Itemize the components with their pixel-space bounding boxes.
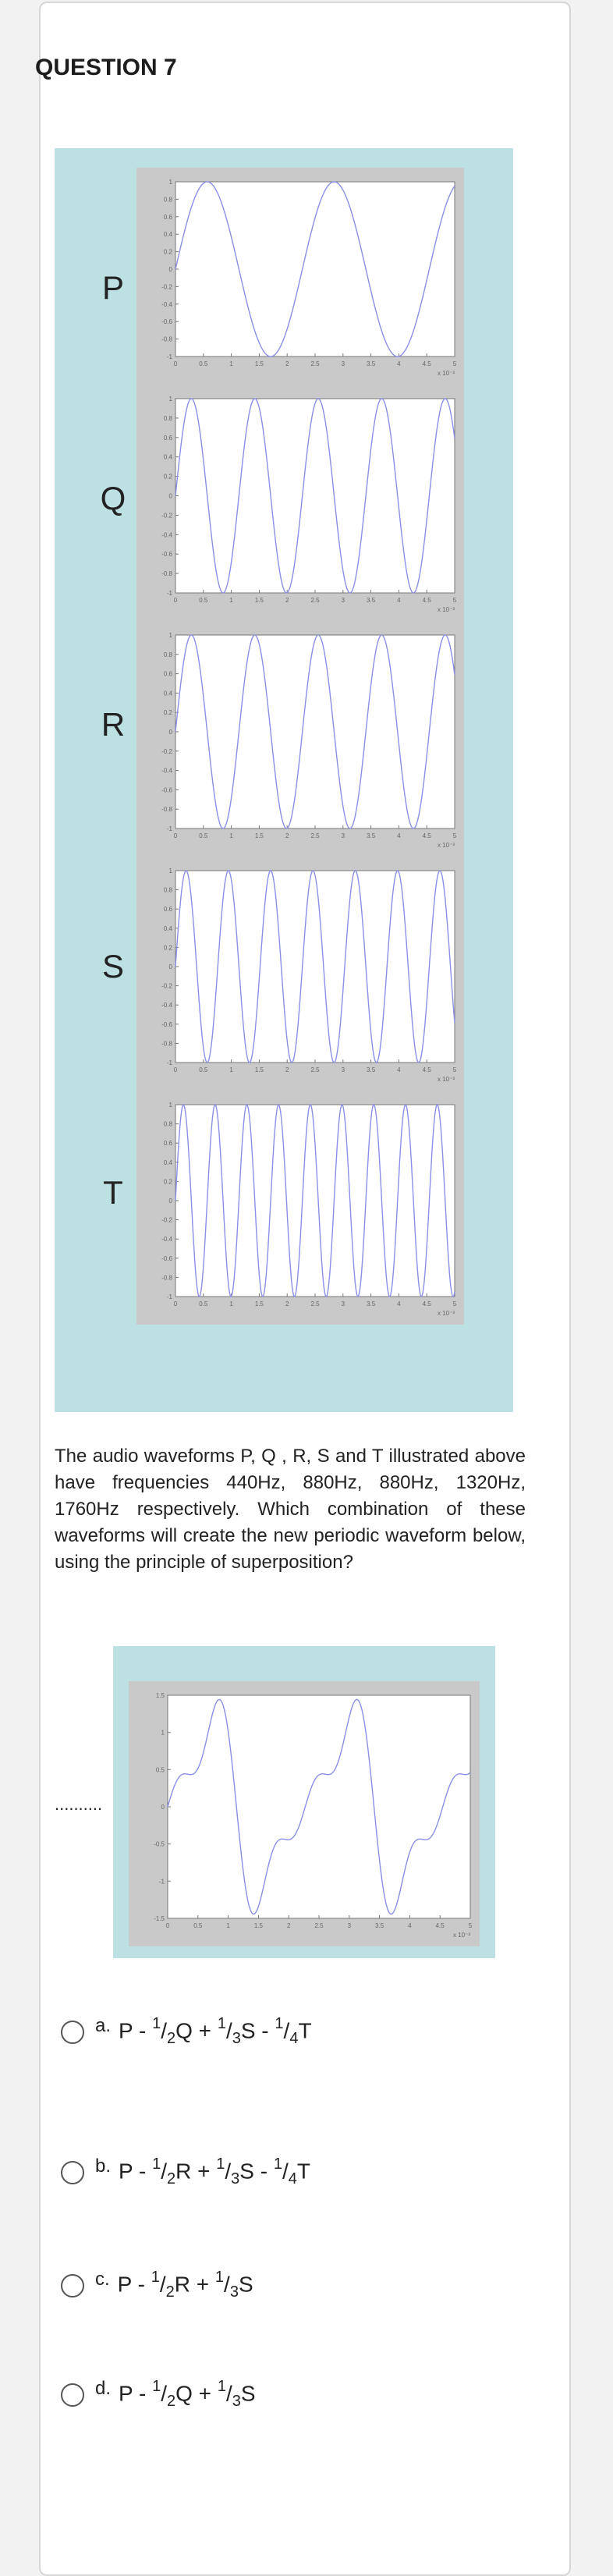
fraction-denominator: 3 [231, 2170, 240, 2187]
fraction-slash: / [225, 2018, 232, 2043]
waveform-4-xtick-label: 2 [285, 1300, 289, 1308]
waveform-4-x-multiplier: x 10⁻³ [437, 1310, 455, 1317]
formula-term: R + [175, 2159, 217, 2184]
waveform-3-ytick-label: -0.8 [161, 1040, 172, 1048]
waveform-label-r: R [101, 706, 126, 743]
waveform-1-xtick-label: 2 [285, 597, 289, 604]
waveform-4-ytick-label: 0.4 [163, 1158, 172, 1166]
waveform-3-ytick-label: 0.8 [163, 886, 172, 894]
waveform-1-xtick-label: 2.5 [310, 597, 320, 604]
formula-term: P - [119, 2018, 153, 2043]
waveform-4-xtick-label: 0.5 [199, 1300, 208, 1308]
waveform-3-ytick-label: 1 [168, 868, 172, 875]
waveform-3-ytick-label: 0.6 [163, 906, 172, 914]
fraction-slash: / [282, 2159, 289, 2184]
waveform-3-ytick-label: 0.4 [163, 924, 172, 932]
waveform-1-ytick-label: -0.6 [161, 551, 172, 559]
fraction-denominator: 4 [289, 2029, 299, 2047]
waveform-1-xtick-label: 1.5 [254, 597, 264, 604]
waveform-label-s: S [101, 948, 124, 985]
fraction-slash: / [161, 2159, 167, 2184]
waveform-1-xtick-label: 3 [341, 597, 345, 604]
waveform-0-xtick-label: 0.5 [199, 360, 208, 367]
waveform-0-ytick-label: 0.4 [163, 231, 172, 239]
waveform-3-ytick-label: 0.2 [163, 944, 172, 952]
waveform-label-q: Q [100, 480, 126, 516]
waveform-0-ytick-label: -0.8 [161, 335, 172, 343]
fraction-numerator: 1 [217, 2015, 226, 2032]
waveform-2-xtick-label: 4.5 [422, 832, 431, 839]
target-waveform-plot [129, 1681, 480, 1946]
waveform-1-ytick-label: 0 [168, 492, 172, 500]
fraction-denominator: 2 [166, 2170, 176, 2187]
waveform-3-x-multiplier: x 10⁻³ [437, 1076, 455, 1083]
waveform-2-xtick-label: 3 [341, 832, 345, 839]
fraction-slash: / [159, 2272, 166, 2297]
waveform-0-xtick-label: 0 [173, 360, 178, 367]
waveform-0-xtick-label: 3.5 [367, 360, 376, 367]
waveform-4-xtick-label: 4.5 [422, 1300, 431, 1308]
waveform-0-xtick-label: 4.5 [422, 360, 431, 367]
formula-term: P - [119, 2381, 153, 2406]
waveform-1-ytick-label: -1 [166, 590, 172, 597]
waveform-1-xtick-label: 4.5 [422, 597, 431, 604]
waveform-4-ytick-label: -1 [166, 1293, 172, 1300]
waveform-0-xtick-label: 4 [397, 360, 401, 367]
waveform-2-ytick-label: -0.6 [161, 786, 172, 794]
waveform-4-ytick-label: -0.6 [161, 1254, 172, 1262]
target-xtick-label: 3 [347, 1922, 352, 1929]
fraction-numerator: 1 [217, 2378, 226, 2395]
waveform-2-xtick-label: 1.5 [254, 832, 264, 839]
formula-term: Q + [175, 2018, 218, 2043]
fraction-numerator: 1 [151, 2269, 160, 2286]
waveform-label-t: T [103, 1174, 123, 1211]
waveform-1-x-multiplier: x 10⁻³ [437, 606, 455, 613]
fraction-denominator: 4 [288, 2170, 297, 2187]
waveform-4-ytick-label: 0 [168, 1198, 172, 1205]
waveform-1-ytick-label: -0.8 [161, 570, 172, 578]
fraction-numerator: 1 [152, 2378, 161, 2395]
waveform-4-xtick-label: 3 [341, 1300, 345, 1308]
waveform-plot-p [136, 168, 464, 385]
waveform-4-ytick-label: -0.2 [161, 1216, 172, 1224]
waveform-3-xtick-label: 2.5 [310, 1066, 320, 1073]
waveform-2-xtick-label: 1 [229, 832, 233, 839]
formula-term: S - [239, 2159, 274, 2184]
waveform-4-ytick-label: 0.6 [163, 1140, 172, 1148]
waveform-1-ytick-label: -0.4 [161, 531, 172, 539]
waveform-3-ytick-label: 0 [168, 963, 172, 970]
waveform-2-xtick-label: 3.5 [367, 832, 376, 839]
waveform-3-ytick-label: -0.4 [161, 1002, 172, 1009]
fraction-numerator: 1 [152, 2156, 161, 2173]
waveform-2-xtick-label: 0.5 [199, 832, 208, 839]
waveform-2-ytick-label: 1 [168, 632, 172, 639]
option-b[interactable] [61, 2157, 310, 2188]
waveform-3-xtick-label: 4.5 [422, 1066, 431, 1073]
waveform-1-xtick-label: 0 [173, 597, 178, 604]
formula-term: P - [117, 2272, 151, 2297]
option-d[interactable] [61, 2379, 256, 2411]
waveform-4-ytick-label: -0.4 [161, 1236, 172, 1244]
waveform-0-axes-box [175, 182, 455, 357]
fraction-slash: / [161, 2018, 167, 2043]
answer-blank: .......... [55, 1794, 103, 1814]
waveform-2-xtick-label: 0 [173, 832, 178, 839]
waveform-2-axes-box [175, 635, 455, 829]
formula-term: T [296, 2159, 310, 2184]
fraction-numerator: 1 [273, 2156, 282, 2173]
waveform-2-ytick-label: 0.2 [163, 709, 172, 717]
radio-b[interactable] [61, 2161, 84, 2184]
waveform-0-ytick-label: 1 [168, 179, 172, 186]
option-b-formula [119, 2157, 310, 2188]
waveform-1-ytick-label: 1 [168, 396, 172, 403]
waveform-2-xtick-label: 4 [397, 832, 401, 839]
waveform-0-x-multiplier: x 10⁻³ [437, 370, 455, 377]
waveform-1-ytick-label: 0.2 [163, 473, 172, 481]
formula-term: Q + [175, 2381, 218, 2406]
formula-term: R + [174, 2272, 215, 2297]
waveform-plot-s [136, 857, 464, 1091]
waveform-4-xtick-label: 5 [452, 1300, 457, 1308]
waveform-3-xtick-label: 1.5 [254, 1066, 264, 1073]
formula-term: S [238, 2272, 253, 2297]
target-xtick-label: 4 [408, 1922, 412, 1929]
waveform-2-xtick-label: 2 [285, 832, 289, 839]
waveform-0-ytick-label: 0.6 [163, 213, 172, 221]
fraction-denominator: 3 [232, 2029, 241, 2047]
option-d-letter: d. [95, 2377, 112, 2399]
target-xtick-label: 2.5 [314, 1922, 324, 1929]
radio-a[interactable] [61, 2021, 84, 2044]
waveform-3-xtick-label: 3 [341, 1066, 345, 1073]
option-c-letter: c. [95, 2268, 110, 2290]
waveform-2-ytick-label: -0.8 [161, 806, 172, 814]
radio-c[interactable] [61, 2274, 84, 2297]
fraction-denominator: 2 [165, 2283, 175, 2301]
waveform-1-xtick-label: 4 [397, 597, 401, 604]
waveform-0-xtick-label: 5 [452, 360, 457, 367]
waveform-0-ytick-label: -0.4 [161, 300, 172, 308]
waveform-2-x-multiplier: x 10⁻³ [437, 842, 455, 849]
waveform-0-ytick-label: -0.2 [161, 283, 172, 291]
waveform-4-ytick-label: 0.8 [163, 1120, 172, 1128]
fraction-denominator: 2 [166, 2392, 176, 2410]
waveform-3-xtick-label: 1 [229, 1066, 233, 1073]
fraction-numerator: 1 [152, 2015, 161, 2032]
waveform-0-ytick-label: -1 [166, 353, 172, 360]
fraction-slash: / [283, 2018, 290, 2043]
waveform-0-ytick-label: 0.2 [163, 248, 172, 256]
question-title: QUESTION 7 [35, 55, 177, 80]
option-b-letter: b. [95, 2155, 112, 2177]
waveform-plot-q [136, 385, 464, 621]
formula-term: S - [240, 2018, 275, 2043]
option-c-formula [118, 2270, 253, 2301]
option-d-formula [119, 2379, 256, 2411]
waveform-1-ytick-label: 0.4 [163, 453, 172, 461]
waveform-4-xtick-label: 4 [397, 1300, 401, 1308]
target-ytick-label: 1.5 [155, 1692, 165, 1699]
target-xtick-label: 4.5 [435, 1922, 445, 1929]
target-xtick-label: 0.5 [193, 1922, 203, 1929]
waveform-0-xtick-label: 1 [229, 360, 233, 367]
waveform-2-ytick-label: -0.4 [161, 767, 172, 775]
target-xtick-label: 5 [468, 1922, 473, 1929]
waveform-4-xtick-label: 1.5 [254, 1300, 264, 1308]
waveform-3-ytick-label: -0.6 [161, 1020, 172, 1028]
target-ytick-label: -0.5 [154, 1840, 165, 1848]
option-c[interactable] [61, 2270, 253, 2301]
target-x-multiplier: x 10⁻³ [452, 1932, 470, 1939]
waveform-4-xtick-label: 0 [173, 1300, 178, 1308]
waveform-1-ytick-label: 0.6 [163, 434, 172, 442]
waveform-2-ytick-label: 0.6 [163, 670, 172, 678]
waveform-3-xtick-label: 2 [285, 1066, 289, 1073]
waveform-0-xtick-label: 2.5 [310, 360, 320, 367]
waveform-0-xtick-label: 1.5 [254, 360, 264, 367]
option-a-formula [119, 2017, 312, 2048]
waveform-2-ytick-label: 0 [168, 729, 172, 736]
waveform-3-ytick-label: -0.2 [161, 982, 172, 990]
waveform-4-xtick-label: 3.5 [367, 1300, 376, 1308]
waveform-4-xtick-label: 1 [229, 1300, 233, 1308]
target-ytick-label: 0 [161, 1804, 165, 1811]
waveform-2-ytick-label: -1 [166, 825, 172, 832]
waveform-0-xtick-label: 3 [341, 360, 345, 367]
fraction-numerator: 1 [275, 2015, 284, 2032]
fraction-denominator: 3 [229, 2283, 239, 2301]
waveforms-panel [55, 148, 513, 1412]
fraction-denominator: 2 [166, 2029, 176, 2047]
waveform-3-xtick-label: 4 [397, 1066, 401, 1073]
waveform-label-p: P [101, 269, 124, 306]
target-ytick-label: -1 [158, 1878, 165, 1886]
waveform-4-axes-box [175, 1105, 455, 1297]
waveform-1-ytick-label: -0.2 [161, 512, 172, 520]
waveform-2-xtick-label: 2.5 [310, 832, 320, 839]
fraction-denominator: 3 [232, 2392, 241, 2410]
radio-d[interactable] [61, 2383, 84, 2407]
formula-term: T [298, 2018, 312, 2043]
fraction-slash: / [225, 2381, 232, 2406]
waveform-3-xtick-label: 0.5 [199, 1066, 208, 1073]
question-text: The audio waveforms P, Q , R, S and T illustrated above have frequencies 440Hz, 880Hz, 880Hz, 1320Hz, 1760Hz respectively. Which combination of these waveforms will create the new periodic waveform below, using the principle of superposition? [55, 1446, 526, 1573]
fraction-numerator: 1 [214, 2269, 225, 2286]
waveform-4-ytick-label: -0.8 [161, 1274, 172, 1282]
waveform-3-ytick-label: -1 [166, 1059, 172, 1066]
fraction-slash: / [225, 2159, 232, 2184]
waveform-1-xtick-label: 1 [229, 597, 233, 604]
waveform-1-ytick-label: 0.8 [163, 414, 172, 422]
target-ytick-label: 1 [161, 1729, 165, 1737]
waveform-2-ytick-label: -0.2 [161, 747, 172, 755]
waveform-0-ytick-label: -0.6 [161, 318, 172, 326]
target-axes-box [168, 1695, 470, 1918]
formula-term: P - [119, 2159, 153, 2184]
waveform-3-xtick-label: 3.5 [367, 1066, 376, 1073]
fraction-slash: / [224, 2272, 230, 2297]
waveform-plot-r [136, 621, 464, 857]
waveform-plot-t [136, 1091, 464, 1325]
waveform-1-axes-box [175, 399, 455, 593]
fraction-numerator: 1 [216, 2156, 225, 2173]
target-ytick-label: 0.5 [155, 1766, 165, 1774]
waveform-3-xtick-label: 5 [452, 1066, 457, 1073]
waveform-4-ytick-label: 1 [168, 1102, 172, 1109]
target-xtick-label: 0 [165, 1922, 170, 1929]
target-xtick-label: 1.5 [253, 1922, 263, 1929]
waveform-1-xtick-label: 0.5 [199, 597, 208, 604]
waveform-2-ytick-label: 0.4 [163, 690, 172, 697]
waveform-2-ytick-label: 0.8 [163, 651, 172, 658]
waveform-3-xtick-label: 0 [173, 1066, 178, 1073]
formula-term: S [240, 2381, 256, 2406]
waveform-1-xtick-label: 3.5 [367, 597, 376, 604]
target-xtick-label: 3.5 [375, 1922, 384, 1929]
target-xtick-label: 1 [226, 1922, 230, 1929]
waveform-0-ytick-label: 0 [168, 266, 172, 273]
waveform-0-xtick-label: 2 [285, 360, 289, 367]
option-a[interactable] [61, 2014, 312, 2048]
waveform-4-ytick-label: 0.2 [163, 1178, 172, 1186]
waveform-4-xtick-label: 2.5 [310, 1300, 320, 1308]
waveform-0-ytick-label: 0.8 [163, 196, 172, 204]
target-xtick-label: 2 [286, 1922, 291, 1929]
option-a-letter: a. [95, 2014, 112, 2036]
waveform-1-xtick-label: 5 [452, 597, 457, 604]
fraction-slash: / [161, 2381, 167, 2406]
waveform-2-xtick-label: 5 [452, 832, 457, 839]
target-ytick-label: -1.5 [154, 1915, 165, 1922]
target-waveform-panel [113, 1646, 495, 1958]
